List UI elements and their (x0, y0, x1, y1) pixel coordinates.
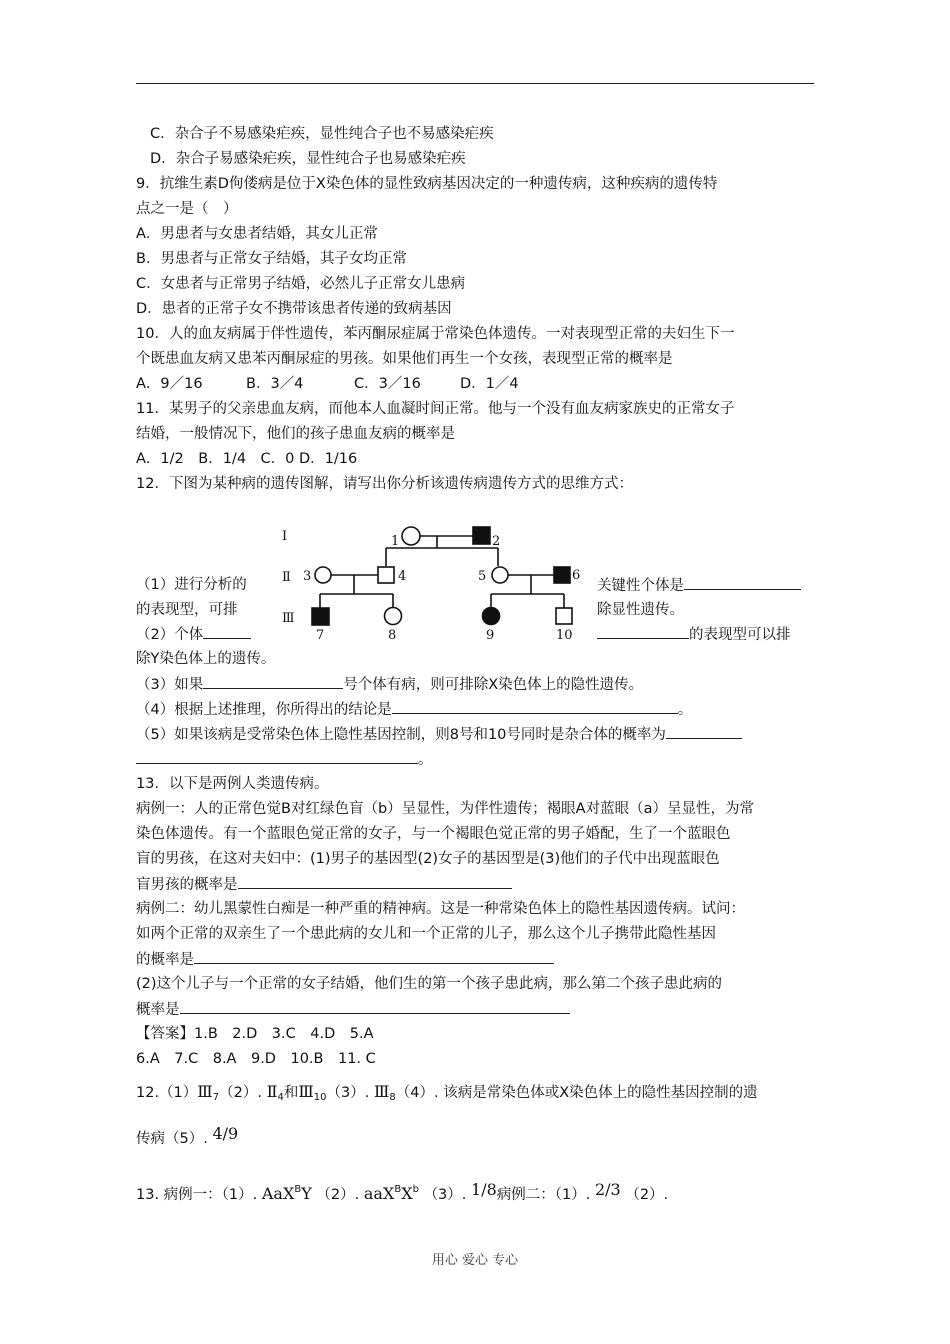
pedigree-individual-8 (385, 608, 402, 625)
pedigree-diagram (272, 512, 590, 644)
pedigree-label-5: 5 (478, 569, 487, 584)
answers-line1: 【答案】1.B 2.D 3.C 4.D 5.A (136, 1026, 374, 1042)
q13-case2-line5: 概率是 (136, 999, 570, 1020)
q8-option-d: D．杂合子易感染疟疾，显性纯合子也易感染疟疾 (150, 151, 466, 167)
q12-part2-right: 的表现型可以排 (597, 624, 791, 645)
generation-label-3: Ⅲ (282, 611, 295, 626)
q10-stem-line1: 10．人的血友病属于伴性遗传，苯丙酮尿症属于常染色体遗传。一对表现型正常的夫妇生下一 (136, 326, 735, 342)
q12-part1-line2-right: 除显性遗传。 (597, 602, 684, 618)
pedigree-individual-7 (312, 608, 329, 625)
pedigree-individual-6 (554, 567, 570, 583)
q13-case2-line3: 的概率是 (136, 949, 554, 970)
q9-option-c: C．女患者与正常男子结婚，必然儿子正常女儿患病 (136, 276, 466, 292)
pedigree-individual-9 (483, 608, 500, 625)
answer-13-line: 13. 病例一：（1）. AaX$^B$Y （2）. $aaX^BX^b$ （3）. 1/8病例二：（1）. 2/3 （2）. (136, 1180, 669, 1203)
q13-case1-line1: 病例一：人的正常色觉B对红绿色盲（b）呈显性，为伴性遗传；褐眼A对蓝眼（a）呈显性，为常 (136, 801, 754, 817)
q10-option-c: C．3／16 (354, 376, 421, 392)
q13-case2-line2: 如两个正常的双亲生了一个患此病的女儿和一个正常的儿子，那么这个儿子携带此隐性基因 (136, 926, 716, 942)
q10-stem-line2: 个既患血友病又患苯丙酮尿症的男孩。如果他们再生一个女孩，表现型正常的概率是 (136, 351, 673, 367)
pedigree-individual-3 (315, 567, 331, 583)
q12-part2-left: （2）个体 (136, 624, 251, 645)
q12-part1-right: 关键性个体是 (597, 575, 801, 596)
pedigree-label-6: 6 (572, 568, 581, 583)
q9-stem-line1: 9．抗维生素D佝偻病是位于X染色体的显性致病基因决定的一种遗传病，这种疾病的遗传特 (136, 176, 718, 192)
q13-case1-line4: 盲男孩的概率是 (136, 874, 512, 895)
q11-stem-line1: 11．某男子的父亲患血友病，而他本人血凝时间正常。他与一个没有血友病家族史的正常女子 (136, 401, 735, 417)
q12-part4: （4）根据上述推理，你所得出的结论是 。 (136, 699, 692, 720)
q9-option-d: D．患者的正常子女不携带该患者传递的致病基因 (136, 301, 452, 317)
q13-stem: 13．以下是两例人类遗传病。 (136, 776, 329, 792)
pedigree-label-8: 8 (388, 628, 397, 643)
pedigree-label-7: 7 (316, 628, 325, 643)
pedigree-label-4: 4 (398, 569, 407, 584)
header-rule (136, 83, 814, 84)
q12-stem: 12．下图为某种病的遗传图解，请写出你分析该遗传病遗传方式的思维方式： (136, 476, 633, 492)
q8-option-c: C．杂合子不易感染疟疾，显性纯合子也不易感染疟疾 (150, 126, 494, 142)
q12-part1-left: （1）进行分析的 (136, 577, 247, 593)
q12-part1-line2-left: 的表现型，可排 (136, 602, 238, 618)
q9-option-b: B．男患者与正常女子结婚，其子女均正常 (136, 251, 407, 267)
pedigree-individual-10 (556, 608, 572, 624)
pedigree-label-1: 1 (391, 534, 400, 549)
pedigree-label-10: 10 (556, 628, 573, 643)
q13-case1-line2: 染色体遗传。有一个蓝眼色觉正常的女子，与一个褐眼色觉正常的男子婚配，生了一个蓝眼色 (136, 826, 731, 842)
q13-case1-line3: 盲的男孩，在这对夫妇中：(1)男子的基因型(2)女子的基因型是(3)他们的子代中出现蓝眼色 (136, 851, 720, 867)
generation-label-1: Ⅰ (282, 529, 288, 544)
pedigree-individual-1 (402, 527, 420, 545)
q9-option-a: A．男患者与女患者结婚，其女儿正常 (136, 226, 378, 242)
q12-part5: （5）如果该病是受常染色体上隐性基因控制，则8号和10号同时是杂合体的概率为 (136, 724, 742, 745)
q9-stem-line2: 点之一是（ ） (136, 201, 238, 217)
page-footer: 用心 爱心 专心 (431, 1253, 519, 1268)
q10-option-d: D．1／4 (460, 376, 519, 392)
answers-line2: 6.A 7.C 8.A 9.D 10.B 11. C (136, 1051, 376, 1067)
generation-label-2: Ⅱ (282, 570, 291, 585)
answer-12-line2: 传病（5）. 4/9 (136, 1124, 239, 1147)
q11-options: A．1/2 B．1/4 C．0 D．1/16 (136, 451, 358, 467)
q12-part2-line2: 除Y染色体上的遗传。 (136, 651, 276, 667)
answer-12-line1: $12.(1)Ⅲ_7(2)$. $Ⅱ_4$和$Ⅲ_{10}(3)$. $Ⅲ_8(4)$. 该病是常染色体或X染色体上的隐性基因控制的遗 (136, 1082, 758, 1103)
q13-case2-line4: (2)这个儿子与一个正常的女子结婚，他们生的第一个孩子患此病，那么第二个孩子患此病的 (136, 976, 723, 992)
pedigree-label-3: 3 (303, 569, 312, 584)
q10-option-a: A．9／16 (136, 376, 203, 392)
q13-case2-line1: 病例二：幼儿黑蒙性白痴是一种严重的精神病。这是一种常染色体上的隐性基因遗传病。试问： (136, 901, 745, 917)
q12-part3: （3）如果 号个体有病，则可排除X染色体上的隐性遗传。 (136, 674, 643, 695)
q11-stem-line2: 结婚，一般情况下，他们的孩子患血友病的概率是 (136, 426, 455, 442)
pedigree-individual-5 (492, 567, 508, 583)
q12-part5-line2: 。 (136, 749, 433, 770)
q10-option-b: B．3／4 (246, 376, 304, 392)
pedigree-individual-4 (378, 567, 394, 583)
pedigree-label-2: 2 (492, 534, 501, 549)
pedigree-label-9: 9 (486, 628, 495, 643)
pedigree-individual-2 (473, 527, 490, 544)
